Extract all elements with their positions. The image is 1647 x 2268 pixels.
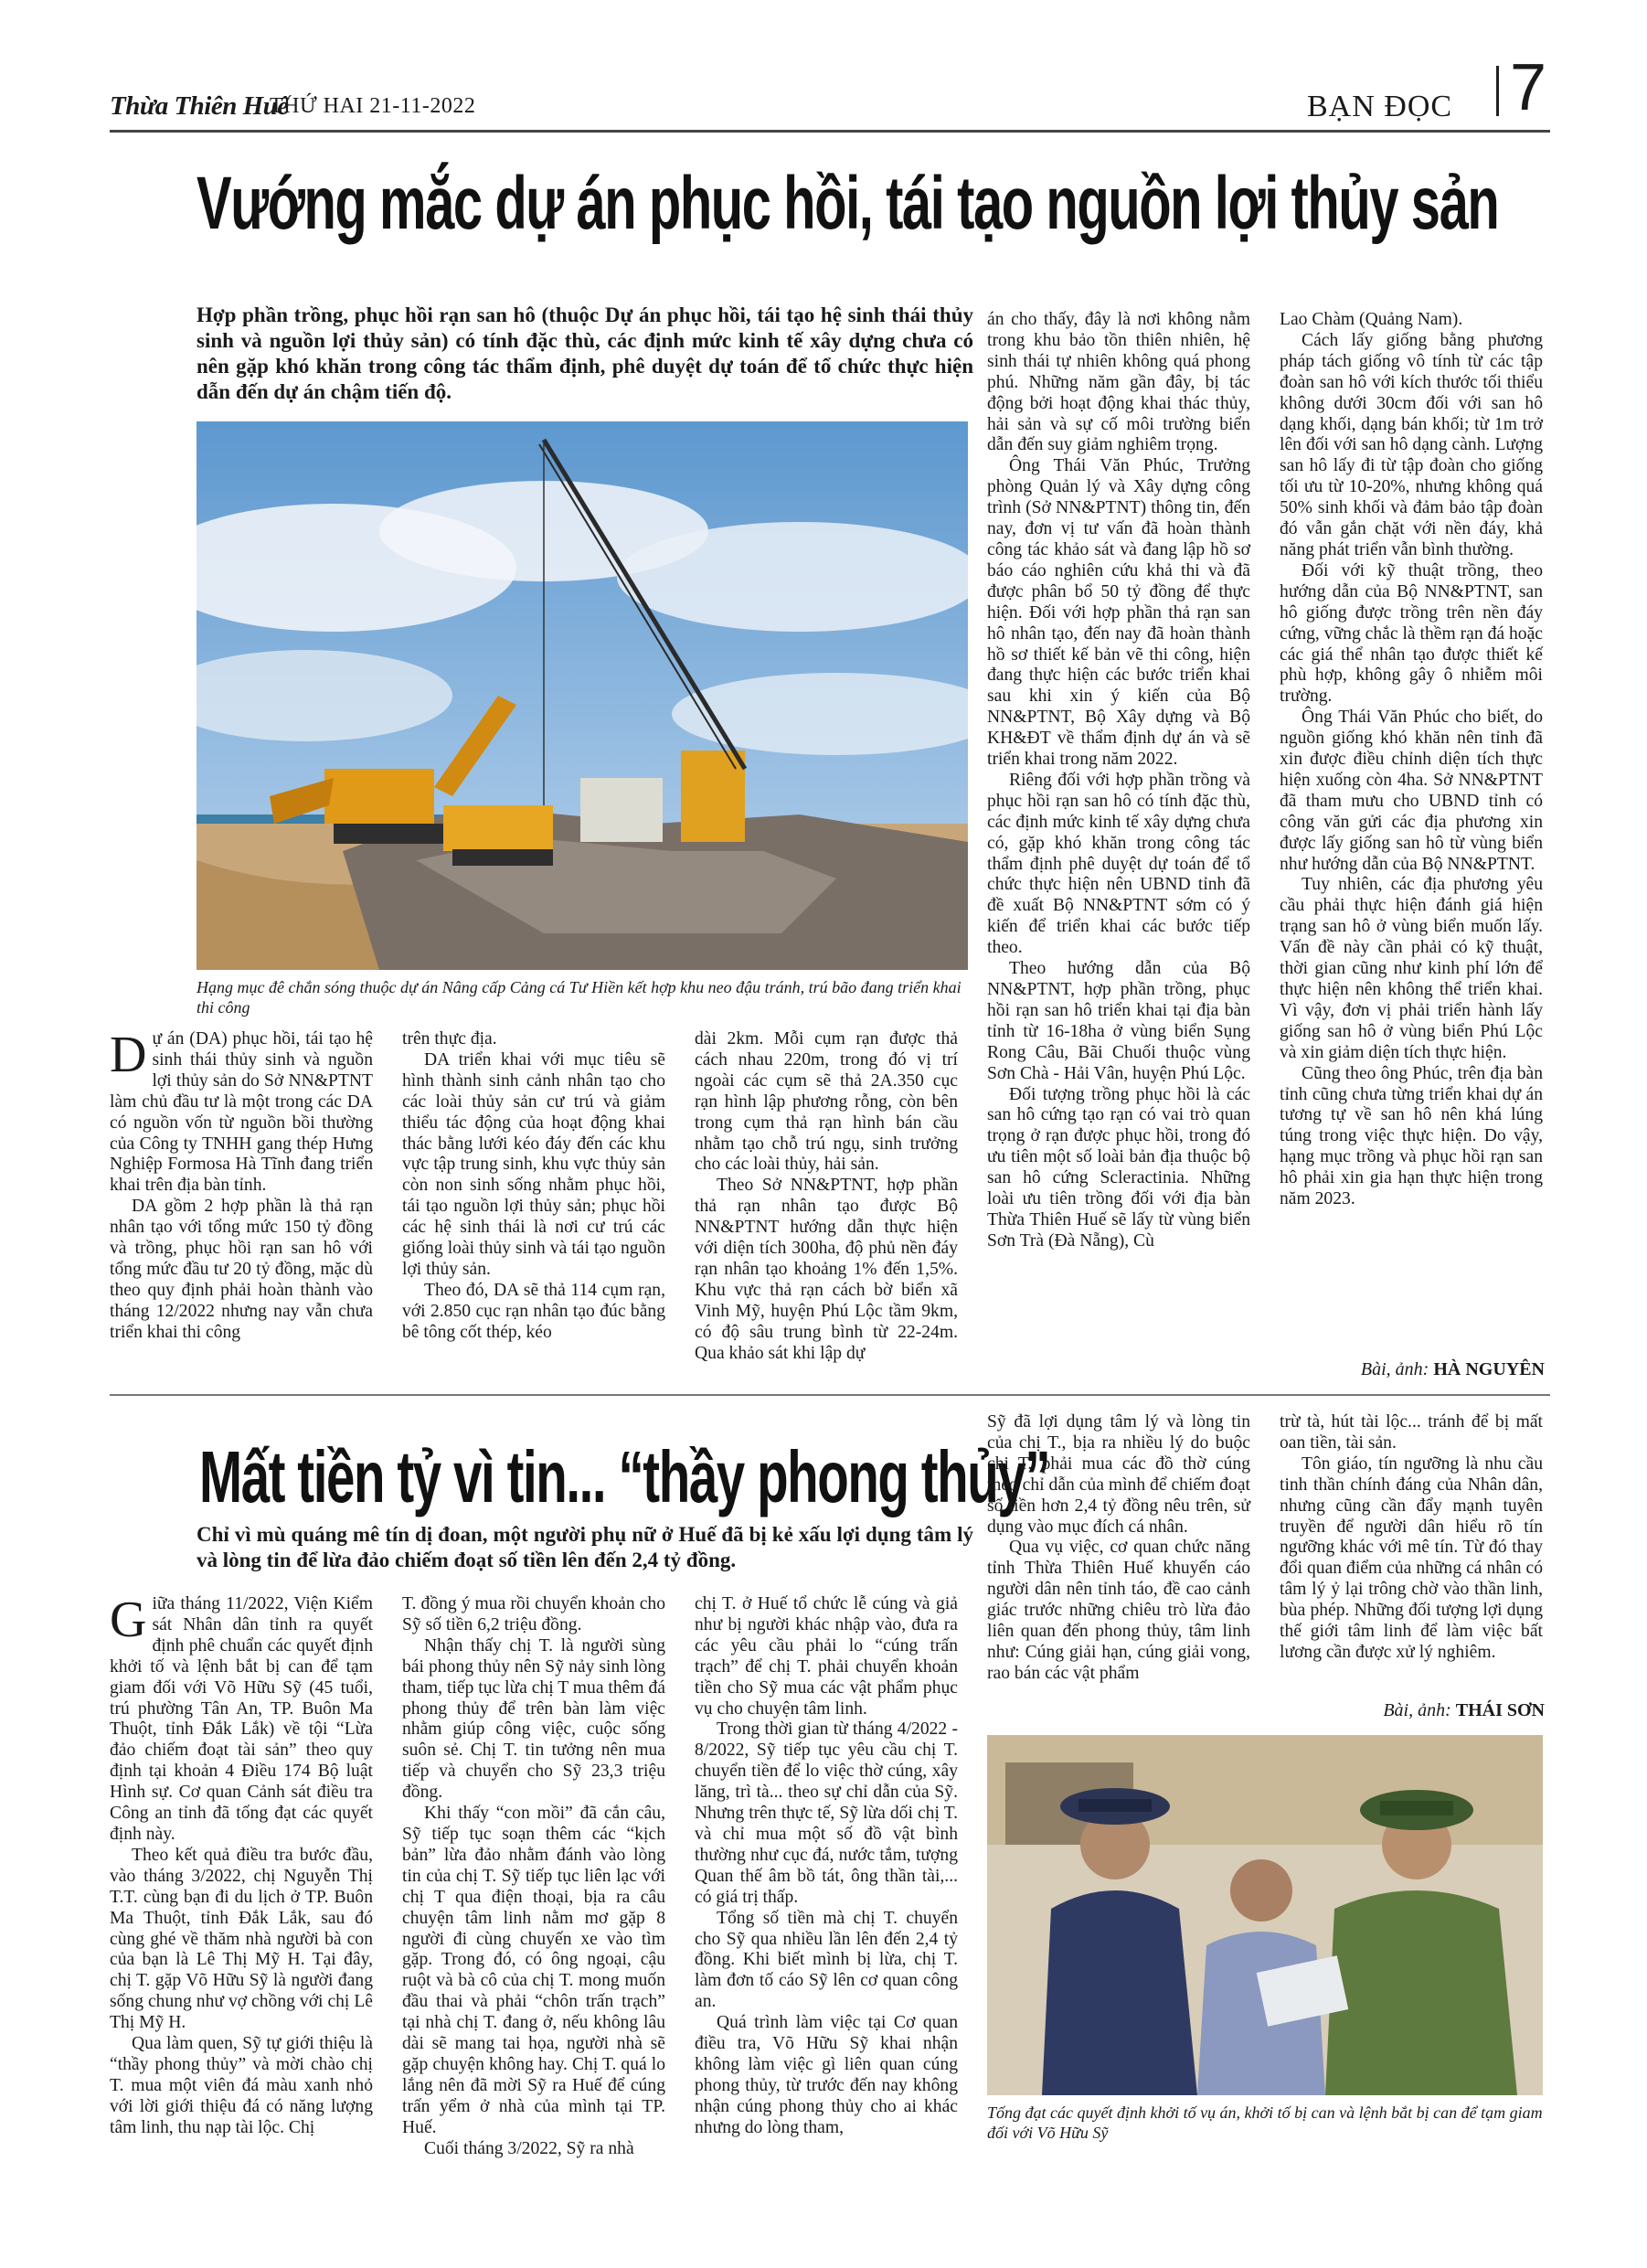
paragraph: chị T. ở Huế tổ chức lễ cúng và giả như bị người khác nhập vào, đưa ra các yêu cầu phải lo “cúng trấn trạch” để chị T. phải chuyển khoản tiền cho Sỹ mua các vật phẩm phục vụ cho chuyện tâm linh. bbox=[695, 1594, 958, 1719]
paragraph: ự án (DA) phục hồi, tái tạo hệ sinh thái thủy sinh và nguồn lợi thủy sản do Sở NN&PTNT làm chủ đầu tư là một trong các DA có nguồn vốn từ nguồn bồi thường của Công ty TNHH gang thép Hưng Nghiệp Formosa Hà Tĩnh đang triển khai trên địa bàn tỉnh. bbox=[110, 1029, 373, 1196]
byline-prefix: Bài, ảnh: bbox=[1360, 1359, 1429, 1379]
section-title: BẠN ĐỌC bbox=[1307, 90, 1453, 123]
paragraph: DA gồm 2 hợp phần là thả rạn nhân tạo với tổng mức 150 tỷ đồng và trồng, phục hồi rạn san hô với tổng mức đầu tư 20 tỷ đồng, mặc dù theo quy định phải hoàn thành vào tháng 12/2022 nhưng nay vẫn chưa triển khai thi công bbox=[110, 1197, 373, 1342]
paragraph: Riêng đối với hợp phần trồng và phục hồi rạn san hô có tính đặc thù, các định mức kinh tế xây dựng chưa có, gặp khó khăn trong công tác thẩm định phê duyệt dự toán để tổ chức thực hiện nên UBND tỉnh đã đề xuất Bộ NN&PTNT sớm có ý kiến để triển khai các bước tiếp theo. bbox=[987, 770, 1250, 958]
paragraph: Sỹ đã lợi dụng tâm lý và lòng tin của chị T., bịa ra nhiều lý do buộc chị T. phải mua các đồ thờ cúng theo chỉ dẫn của mình để chiếm đoạt số tiền hơn 2,4 tỷ đồng nêu trên, sử dụng vào mục đích cá nhân. bbox=[987, 1412, 1250, 1537]
article1-photo-caption: Hạng mục đê chắn sóng thuộc dự án Nâng cấp Cảng cá Tư Hiền kết hợp khu neo đậu tránh, trú bão đang triển khai thi công bbox=[197, 978, 962, 1017]
byline-author: HÀ NGUYÊN bbox=[1433, 1359, 1545, 1379]
article2-photo-caption: Tống đạt các quyết định khởi tố vụ án, khởi tố bị can và lệnh bắt bị can để tạm giam đối với Võ Hữu Sỹ bbox=[987, 2103, 1543, 2142]
paragraph: T. đồng ý mua rồi chuyển khoản cho Sỹ số tiền 6,2 triệu đồng. bbox=[402, 1594, 665, 1634]
paragraph: Ông Thái Văn Phúc, Trưởng phòng Quản lý và Xây dựng công trình (Sở NN&PTNT) thông tin, đến nay, đơn vị tư vấn đã hoàn thành công tác khảo sát và đang lập hồ sơ báo cáo nghiên cứu khả thi và đã được phân bổ 50 tỷ đồng để thực hiện. Đối với hợp phần thả rạn san hô nhân tạo, đến nay đã hoàn thành hồ sơ thiết kế bản vẽ thi công, hiện đang thực hiện các bước triển khai sau khi xin ý kiến của Bộ NN&PTNT, Bộ Xây dựng và Bộ KH&ĐT về thẩm định dự án và sẽ triển khai trong năm 2022. bbox=[987, 456, 1250, 770]
article1-column-5 bbox=[1280, 310, 1543, 1210]
article2-column-5 bbox=[1280, 1412, 1543, 1664]
newspaper-name: Thừa Thiên Huế bbox=[110, 91, 289, 121]
article2-column-3 bbox=[695, 1594, 958, 2139]
paragraph: án cho thấy, đây là nơi không nằm trong khu bảo tồn thiên nhiên, hệ sinh thái tự nhiên không quá phong phú. Những năm gần đây, bị tác động bởi hoạt động khai thác thủy, hải sản và sự cố môi trường biển dẫn đến suy giảm nghiêm trọng. bbox=[987, 310, 1250, 455]
article1-column-4 bbox=[987, 310, 1250, 1252]
article2-sapo: Chỉ vì mù quáng mê tín dị đoan, một người phụ nữ ở Huế đã bị kẻ xấu lợi dụng tâm lý và lòng tin để lừa đảo chiếm đoạt số tiền lên đến 2,4 tỷ đồng. bbox=[197, 1523, 973, 1571]
paragraph: Qua làm quen, Sỹ tự giới thiệu là “thầy phong thủy” và mời chào chị T. mua một viên đá màu xanh nhỏ với lời giới thiệu đá có năng lượng tâm linh, thu nạp tài lộc. Chị bbox=[110, 2034, 373, 2137]
page-number: 7 bbox=[1510, 51, 1547, 124]
paragraph: Tôn giáo, tín ngưỡng là nhu cầu tinh thần chính đáng của Nhân dân, nhưng cũng cần đẩy mạnh tuyên truyền để người dân hiểu rõ tín ngưỡng khác với mê tín. Từ đó thay đổi quan điểm của những cá nhân có tâm lý ỷ lại trông chờ vào thần linh, bùa phép. Những đối tượng lợi dụng thế giới tâm linh để làm việc bất lương cần được xử lý nghiêm. bbox=[1280, 1453, 1543, 1662]
paragraph: trừ tà, hút tài lộc... tránh để bị mất oan tiền, tài sản. bbox=[1280, 1412, 1543, 1453]
paragraph: Trong thời gian từ tháng 4/2022 - 8/2022, Sỹ tiếp tục yêu cầu chị T. chuyển tiền để lo việc thờ cúng, xây lăng, trì tà... theo sự chỉ dẫn của Sỹ. Nhưng trên thực tế, Sỹ lừa dối chị T. và chỉ mua một số đồ vật bình thường như cục đá, nước tắm, tượng Quan thế âm bồ tát, ông thần tài,... có giá trị thấp. bbox=[695, 1720, 958, 1907]
paragraph: Đối tượng trồng phục hồi là các san hô cứng tạo rạn có vai trò quan trọng ở rạn được phục hồi, trong đó ưu tiên một số loài bản địa thuộc bộ san hô cứng Scleractinia. Những loài ưu tiên trồng đối với địa bàn Thừa Thiên Huế sẽ lấy từ vùng biển Sơn Trà (Đà Nẵng), Cù bbox=[987, 1084, 1250, 1251]
article1-headline: Vướng mắc dự án phục hồi, tái tạo nguồn lợi thủy sản bbox=[197, 162, 1499, 245]
article1-column-1 bbox=[110, 1029, 373, 1344]
article-divider bbox=[110, 1394, 1550, 1396]
paragraph: Theo hướng dẫn của Bộ NN&PTNT, hợp phần trồng, phục hồi rạn san hô triển khai tại địa bàn tỉnh từ 16-18ha ở vùng biển Sụng Rong Câu, Bãi Chuối thuộc vùng Sơn Chà - Hải Vân, huyện Phú Lộc. bbox=[987, 959, 1250, 1083]
paragraph: Khi thấy “con mồi” đã cắn câu, Sỹ tiếp tục soạn thêm các “kịch bản” lừa đảo nhằm đánh vào lòng tin của chị T. Sỹ tiếp tục liên lạc với chị T qua điện thoại, bịa ra câu chuyện tâm linh nằm mơ gặp 8 người đi cùng chuyến xe vào tìm gặp. Trong đó, có ông ngoại, cậu ruột và bà cô của chị T. mong muốn đầu thai và phải “chôn trấn trạch” tại nhà chị T. đang ở, nếu không lâu dài sẽ mang tai họa, người nhà sẽ gặp chuyện không hay. Chị T. quá lo lắng nên đã mời Sỹ ra Huế để cúng trấn yểm ở nhà của mình tại TP. Huế. bbox=[402, 1804, 665, 2137]
article2-column-1 bbox=[110, 1594, 373, 2139]
paragraph: Cách lấy giống bằng phương pháp tách giống vô tính từ các tập đoàn san hô với kích thước tối thiểu không dưới 30cm đối với san hô dạng khối, dạng bán khối; từ 1m trở lên đối với san hô dạng cành. Lượng san hô lấy đi từ tập đoàn cho giống tối ưu từ 10-20%, nhưng không quá 50% sinh khối và đảm bảo tập đoàn đó vẫn gắn chặt với nền đáy, khả năng phát triển vẫn bình thường. bbox=[1280, 330, 1543, 559]
paragraph: DA triển khai với mục tiêu sẽ hình thành sinh cảnh nhân tạo cho các loài thủy sản cư trú và giảm thiểu tác động của hoạt động khai thác bằng lưới kéo đáy đến các khu vực tập trung sinh, khu vực thủy sản còn non sinh sống nhằm phục hồi, tái tạo nguồn lợi thủy sản; phục hồi các hệ sinh thái là nơi cư trú các giống loài thủy sinh và tái tạo nguồn lợi thủy sản. bbox=[402, 1049, 665, 1279]
article2-column-4 bbox=[987, 1412, 1250, 1685]
paragraph: Quá trình làm việc tại Cơ quan điều tra, Võ Hữu Sỹ khai nhận không làm việc gì liên quan cúng phong thủy, từ trước đến nay không nhận cúng phong thủy cho ai khác nhưng do lòng tham, bbox=[695, 2013, 958, 2137]
paragraph: Tổng số tiền mà chị T. chuyển cho Sỹ qua nhiều lần lên đến 2,4 tỷ đồng. Khi biết mình bị lừa, chị T. làm đơn tố cáo Sỹ lên cơ quan công an. bbox=[695, 1908, 958, 2012]
paragraph: Tuy nhiên, các địa phương yêu cầu phải thực hiện đánh giá hiện trạng san hô ở vùng biển muốn lấy. Vấn đề này cần phải có kỹ thuật, thời gian cũng như kinh phí lớn để thực hiện nên không thể triển khai. Vì vậy, đơn vị phải triển hành lấy giống san hô ở vùng biển Phú Lộc và xin giảm diện tích thực hiện. bbox=[1280, 875, 1543, 1062]
article1-sapo: Hợp phần trồng, phục hồi rạn san hô (thuộc Dự án phục hồi, tái tạo hệ sinh thái thủy sinh và nguồn lợi thủy sản) có tính đặc thù, các định mức kinh tế xây dựng chưa có nên gặp khó khăn trong công tác thẩm định, phê duyệt dự toán để tổ chức thực hiện dẫn đến dự án chậm tiến độ. bbox=[197, 303, 973, 403]
article2-headline: Mất tiền tỷ vì tin... “thầy phong thủy” bbox=[199, 1436, 1050, 1517]
header-separator bbox=[1496, 66, 1499, 116]
article2-column-2 bbox=[402, 1594, 665, 2159]
paragraph: Cuối tháng 3/2022, Sỹ ra nhà bbox=[424, 2138, 634, 2158]
article2-photo bbox=[987, 1735, 1543, 2095]
byline-author: THÁI SƠN bbox=[1455, 1700, 1545, 1720]
paragraph: Nhận thấy chị T. là người sùng bái phong thủy nên Sỹ nảy sinh lòng tham, tiếp tục lừa chị T mua thêm đá phong thủy để trên bàn làm việc nhằm giúp công việc, cuộc sống suôn sẻ. Chị T. tin tưởng nên mua tiếp và chuyển cho Sỹ 23,3 triệu đồng. bbox=[402, 1635, 665, 1803]
paragraph: Theo đó, DA sẽ thả 114 cụm rạn, với 2.850 cục rạn nhân tạo đúc bằng bê tông cốt thép, kéo bbox=[402, 1280, 665, 1342]
paragraph: Theo kết quả điều tra bước đầu, vào tháng 3/2022, chị Nguyễn Thị T.T. cùng bạn đi du lịch ở TP. Buôn Ma Thuột, tỉnh Đắk Lắk, sau đó cùng ghé về thăm nhà người bà con của bạn là Lê Thị Mỹ H. Tại đây, chị T. gặp Võ Hữu Sỹ là người đang sống chung như vợ chồng với chị Lê Thị Mỹ H. bbox=[110, 1845, 373, 2033]
article1-dropcap: D bbox=[110, 1027, 147, 1083]
police-officers-image bbox=[987, 1735, 1543, 2095]
construction-site-image bbox=[197, 421, 968, 970]
byline-prefix: Bài, ảnh: bbox=[1383, 1700, 1451, 1720]
paragraph: Cũng theo ông Phúc, trên địa bàn tỉnh cũng chưa từng triển khai dự án tương tự về san hô nên khá lúng túng trong việc thực hiện. Do vậy, hạng mục trồng và phục hồi rạn san hô phải xin gia hạn thực hiện trong năm 2023. bbox=[1280, 1063, 1543, 1209]
article1-photo bbox=[197, 421, 968, 970]
paragraph: Ông Thái Văn Phúc cho biết, do nguồn giống khó khăn nên tỉnh đã xin được điều chỉnh diện tích thực hiện xuống còn 4ha. Sở NN&PTNT đã tham mưu cho UBND tỉnh có công văn gửi các địa phương xin được lấy giống san hô từ vùng biển như hướng dẫn của Bộ NN&PTNT. bbox=[1280, 708, 1543, 874]
header-rule bbox=[110, 130, 1550, 133]
article1-byline bbox=[1280, 1359, 1545, 1380]
paragraph: Qua vụ việc, cơ quan chức năng tỉnh Thừa Thiên Huế khuyến cáo người dân nên tỉnh táo, đề cao cảnh giác trước những chiêu trò lừa đảo liên quan đến phong thủy, tâm linh như: Cúng giải hạn, cúng giải vong, rao bán các vật phẩm bbox=[987, 1538, 1250, 1683]
article1-column-3 bbox=[695, 1029, 958, 1365]
paragraph: Lao Chàm (Quảng Nam). bbox=[1280, 310, 1463, 329]
article2-byline bbox=[1280, 1700, 1545, 1721]
article2-dropcap: G bbox=[110, 1592, 147, 1648]
issue-date: THỨ HAI 21-11-2022 bbox=[270, 94, 476, 118]
paragraph: Theo Sở NN&PTNT, hợp phần thả rạn nhân tạo được Bộ NN&PTNT hướng dẫn thực hiện với diện tích 300ha, độ phủ nền đáy rạn nhân tạo khoảng 1% đến 1,5%. Khu vực thả rạn cách bờ biển xã Vinh Mỹ, huyện Phú Lộc tầm 9km, có độ sâu trung bình từ 22-24m. Qua khảo sát khi lập dự bbox=[695, 1176, 958, 1363]
article1-column-2 bbox=[402, 1029, 665, 1344]
paragraph: Đối với kỹ thuật trồng, theo hướng dẫn của Bộ NN&PTNT, san hô giống được trồng trên nền đáy cứng, vững chắc là thềm rạn đá hoặc các giá thể nhân tạo được thiết kế phù hợp, không gây ô nhiễm môi trường. bbox=[1280, 560, 1543, 707]
paragraph: trên thực địa. bbox=[402, 1029, 497, 1049]
paragraph: iữa tháng 11/2022, Viện Kiểm sát Nhân dân tỉnh ra quyết định phê chuẩn các quyết định khởi tố và lệnh bắt bị can để tạm giam đối với Võ Hữu Sỹ (45 tuổi, trú phường Tân An, TP. Buôn Ma Thuột, tỉnh Đắk Lắk) về tội “Lừa đảo chiếm đoạt tài sản” theo quy định tại khoản 4 Điều 174 Bộ luật Hình sự. Cơ quan Cảnh sát điều tra Công an tỉnh đã tống đạt các quyết định này. bbox=[110, 1594, 373, 1844]
paragraph: dài 2km. Mỗi cụm rạn được thả cách nhau 220m, trong đó vị trí ngoài các cụm sẽ thả 2A.350 cục rạn hình lập phương rỗng, còn bên trong cụm thả rạn hình bán cầu nhằm tạo chỗ trú ngụ, sinh trưởng cho các loài thủy, hải sản. bbox=[695, 1029, 958, 1175]
